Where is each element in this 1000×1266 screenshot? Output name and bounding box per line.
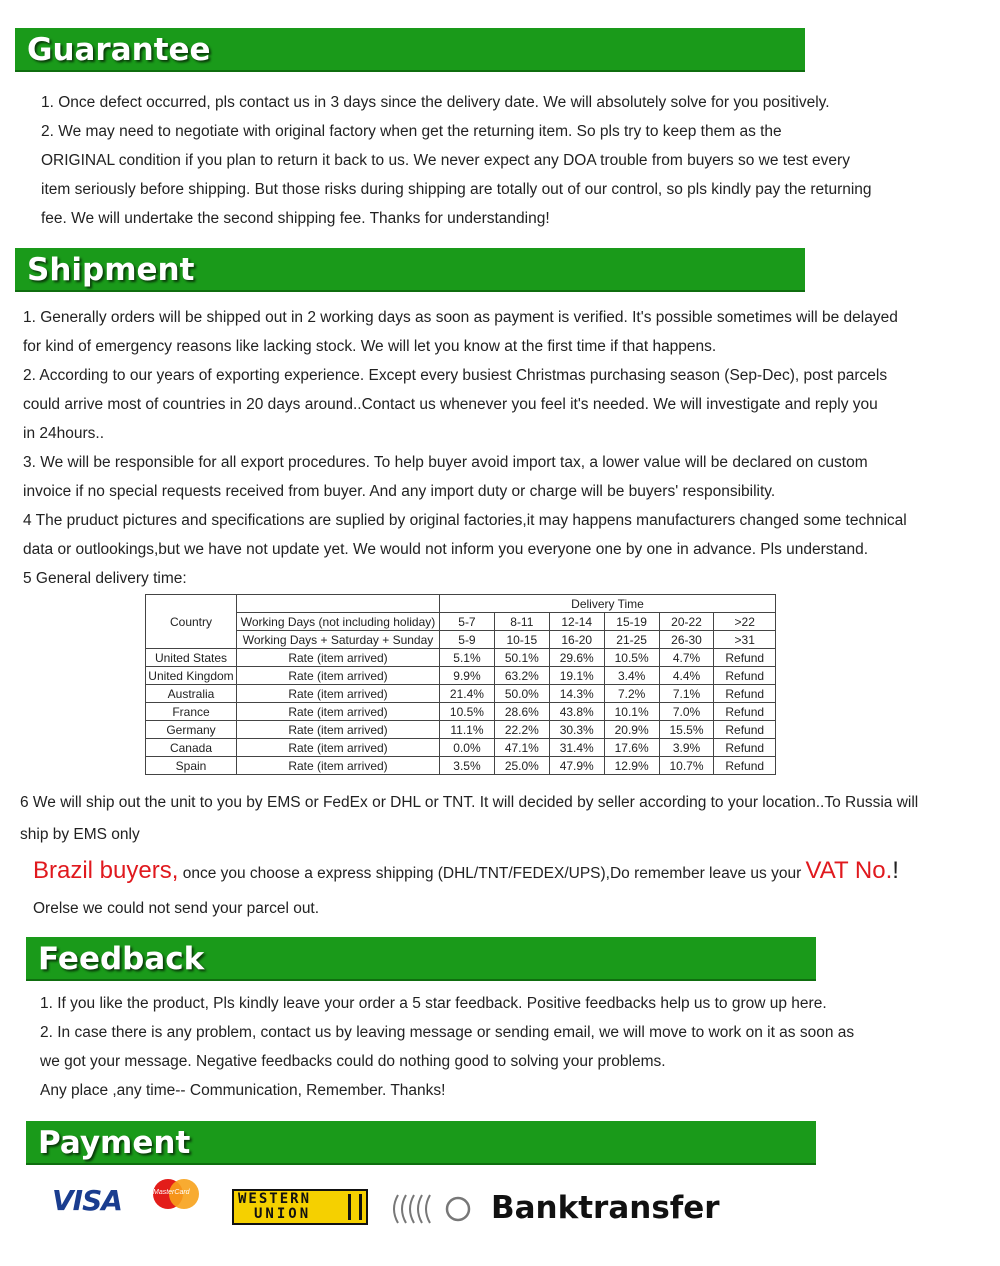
table-cell: 0.0% (440, 739, 495, 757)
table-cell: 10-15 (494, 631, 549, 649)
table-row (146, 685, 776, 703)
contactless-icon (388, 1191, 474, 1232)
table-row-label: Rate (item arrived) (237, 667, 440, 685)
table-cell: 28.6% (494, 703, 549, 721)
table-cell: 30.3% (549, 721, 604, 739)
table-cell: 20-22 (659, 613, 714, 631)
table-row (146, 721, 776, 739)
table-row-label: Rate (item arrived) (237, 739, 440, 757)
guarantee-title: Guarantee (27, 32, 211, 68)
feedback-title: Feedback (38, 941, 205, 977)
table-cell: 22.2% (494, 721, 549, 739)
table-cell: 5.1% (440, 649, 495, 667)
table-header-blank (237, 595, 440, 613)
table-cell: 5-7 (440, 613, 495, 631)
table-cell: 15.5% (659, 721, 714, 739)
shipment-line: 1. Generally orders will be shipped out in 2 working days as soon as payment is verified. It's possible sometimes will be delayed (23, 309, 898, 326)
feedback-banner (26, 937, 816, 981)
table-cell: 16-20 (549, 631, 604, 649)
feedback-line: 1. If you like the product, Pls kindly leave your order a 5 star feedback. Positive feedbacks help us to grow up here. (40, 995, 827, 1012)
table-header-country: Country (146, 595, 237, 649)
table-cell: 50.0% (494, 685, 549, 703)
visa-text: VISA (52, 1184, 122, 1217)
wu-line-2: UNION (254, 1206, 312, 1222)
table-row (146, 703, 776, 721)
table-cell: 10.5% (604, 649, 659, 667)
table-row (146, 667, 776, 685)
table-cell: 7.2% (604, 685, 659, 703)
table-row-label: Rate (item arrived) (237, 703, 440, 721)
western-union-logo (232, 1189, 368, 1225)
guarantee-line: 1. Once defect occurred, pls contact us in 3 days since the delivery date. We will absolutely solve for you positively. (41, 94, 830, 111)
table-cell: Refund (714, 721, 776, 739)
table-cell: 43.8% (549, 703, 604, 721)
table-row-label: Rate (item arrived) (237, 757, 440, 775)
table-cell: 3.9% (659, 739, 714, 757)
table-header-delivery: Delivery Time (440, 595, 776, 613)
table-cell: 12-14 (549, 613, 604, 631)
table-cell: 14.3% (549, 685, 604, 703)
visa-logo (52, 1184, 122, 1217)
wave-icon (388, 1191, 474, 1227)
table-cell: 21-25 (604, 631, 659, 649)
note-line: ship by EMS only (20, 826, 140, 843)
table-cell: 31.4% (549, 739, 604, 757)
shipment-line: data or outlookings,but we have not update yet. We would not inform you everyone one by one in advance. Pls understand. (23, 541, 869, 558)
guarantee-line: fee. We will undertake the second shipping fee. Thanks for understanding! (41, 210, 550, 227)
shipment-line: could arrive most of countries in 20 days around..Contact us whenever you feel it's needed. We will investigate and reply you (23, 396, 878, 413)
table-row-label: Rate (item arrived) (237, 649, 440, 667)
feedback-line: Any place ,any time-- Communication, Remember. Thanks! (40, 1082, 446, 1099)
table-cell: 7.0% (659, 703, 714, 721)
table-cell: 10.1% (604, 703, 659, 721)
table-country: Canada (146, 739, 237, 757)
table-cell: 17.6% (604, 739, 659, 757)
feedback-text (40, 989, 854, 1105)
shipment-line: 2. According to our years of exporting experience. Except every busiest Christmas purchasing season (Sep-Dec), post parcels (23, 367, 888, 384)
table-cell: Refund (714, 667, 776, 685)
table-cell: 29.6% (549, 649, 604, 667)
table-cell: 3.5% (440, 757, 495, 775)
guarantee-banner (15, 28, 805, 72)
table-country: United States (146, 649, 237, 667)
table-cell: Refund (714, 739, 776, 757)
table-country: France (146, 703, 237, 721)
shipment-title: Shipment (27, 252, 195, 288)
table-cell: 50.1% (494, 649, 549, 667)
table-cell: 26-30 (659, 631, 714, 649)
table-cell: 47.9% (549, 757, 604, 775)
brazil-buyers-label: Brazil buyers, (33, 857, 179, 884)
table-row-label: Working Days + Saturday + Sunday (237, 631, 440, 649)
table-cell: Refund (714, 703, 776, 721)
shipment-line: invoice if no special requests received from buyer. And any import duty or charge will be buyers' responsibility. (23, 483, 776, 500)
payment-banner (26, 1121, 816, 1165)
table-cell: 10.7% (659, 757, 714, 775)
table-cell: 7.1% (659, 685, 714, 703)
delivery-time-table (145, 594, 776, 775)
table-cell: 4.7% (659, 649, 714, 667)
table-cell: 5-9 (440, 631, 495, 649)
vat-label: VAT No. (805, 857, 893, 884)
wu-line-1: WESTERN (238, 1191, 312, 1207)
guarantee-text (41, 88, 872, 233)
table-country: United Kingdom (146, 667, 237, 685)
table-cell: 3.4% (604, 667, 659, 685)
table-country: Australia (146, 685, 237, 703)
shipment-line: 5 General delivery time: (23, 570, 187, 587)
payment-title: Payment (38, 1125, 191, 1161)
table-row-label: Rate (item arrived) (237, 685, 440, 703)
feedback-line: 2. In case there is any problem, contact us by leaving message or sending email, we will move to work on it as soon as (40, 1024, 855, 1041)
table-cell: 63.2% (494, 667, 549, 685)
table-cell: 4.4% (659, 667, 714, 685)
shipment-line: for kind of emergency reasons like lacking stock. We will let you know at the first time if that happens. (23, 338, 717, 355)
mastercard-text: MasterCard (153, 1189, 190, 1196)
shipment-line: in 24hours.. (23, 425, 104, 442)
table-row (146, 739, 776, 757)
table-country: Spain (146, 757, 237, 775)
guarantee-line: ORIGINAL condition if you plan to return it back to us. We never expect any DOA trouble from buyers so we test every (41, 152, 850, 169)
table-cell: >31 (714, 631, 776, 649)
banktransfer-label: Banktransfer (491, 1190, 720, 1226)
table-cell: Refund (714, 685, 776, 703)
shipment-text (23, 303, 907, 593)
shipment-banner (15, 248, 805, 292)
table-cell: 9.9% (440, 667, 495, 685)
table-cell: Refund (714, 649, 776, 667)
table-row (146, 757, 776, 775)
table-cell: 21.4% (440, 685, 495, 703)
table-row (146, 649, 776, 667)
orelse-text: Orelse we could not send your parcel out. (33, 900, 320, 917)
wu-bars-icon (348, 1194, 362, 1220)
feedback-line: we got your message. Negative feedbacks could do nothing good to solving your problems. (40, 1053, 666, 1070)
table-country: Germany (146, 721, 237, 739)
shipment-line: 3. We will be responsible for all export procedures. To help buyer avoid import tax, a lower value will be declared on custom (23, 454, 868, 471)
table-cell: >22 (714, 613, 776, 631)
table-cell: 20.9% (604, 721, 659, 739)
shipping-carriers-note (20, 787, 918, 851)
table-cell: 19.1% (549, 667, 604, 685)
brazil-notice (33, 856, 899, 889)
table-cell: 8-11 (494, 613, 549, 631)
table-cell: 12.9% (604, 757, 659, 775)
table-cell: 11.1% (440, 721, 495, 739)
table-cell: 10.5% (440, 703, 495, 721)
table-cell: 15-19 (604, 613, 659, 631)
table-cell: Refund (714, 757, 776, 775)
guarantee-line: 2. We may need to negotiate with original factory when get the returning item. So pls try to keep them as the (41, 123, 782, 140)
shipment-line: 4 The pruduct pictures and specifications are suplied by original factories,it may happens manufacturers changed some technical (23, 512, 907, 529)
exclamation: ! (892, 857, 899, 884)
brazil-text: once you choose a express shipping (DHL/TNT/FEDEX/UPS),Do remember leave us your (178, 865, 806, 882)
table-cell: 25.0% (494, 757, 549, 775)
note-line: 6 We will ship out the unit to you by EMS or FedEx or DHL or TNT. It will decided by seller according to your location..To Russia will (20, 794, 919, 811)
table-row-label: Working Days (not including holiday) (237, 613, 440, 631)
guarantee-line: item seriously before shipping. But those risks during shipping are totally out of our control, so pls kindly pay the returning (41, 181, 872, 198)
table-row-label: Rate (item arrived) (237, 721, 440, 739)
mastercard-logo (150, 1178, 202, 1210)
table-cell: 47.1% (494, 739, 549, 757)
